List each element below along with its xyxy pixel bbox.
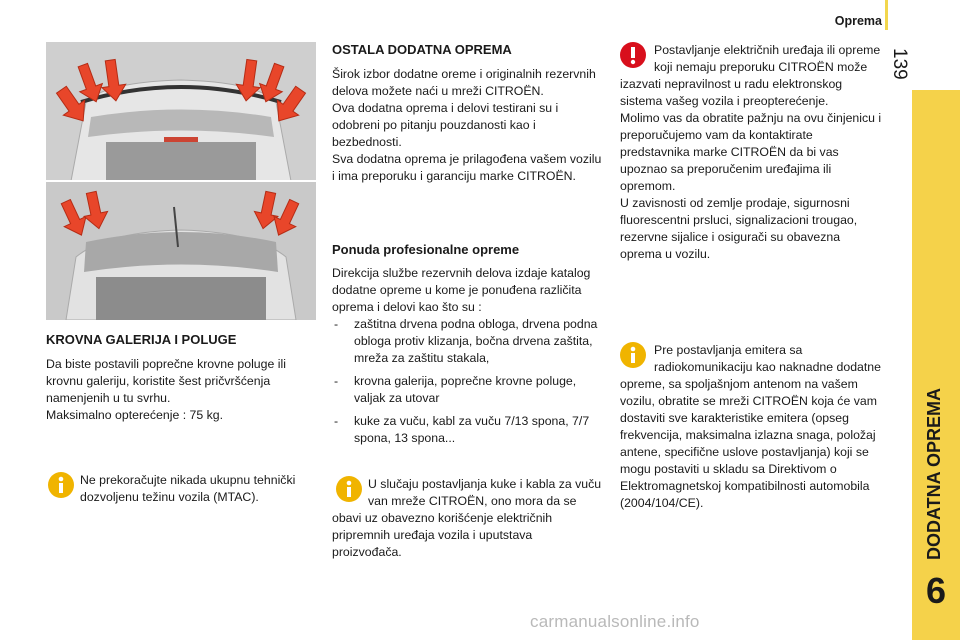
dash-mark: - [334,374,339,388]
equipment-list [332,316,604,447]
towing-note-text: U slučaju postavljanja kuke i kabla za vuču van mreže CITROËN, ono mora da se obavi uz obavezno korišćenje električnih pripremnih uređaja vozila i uputstava proizvođača. [332,477,602,559]
chapter-title: DODATNA OPREMA [924,388,944,560]
dash-mark: - [334,414,339,428]
list-item: - krovna galerija, poprečne krovne poluge, valjak za utovar [334,374,577,405]
other-equipment-p3: Sva dodatna oprema je prilagođena vašem vozilu i ima preporuku i garanciju marke CITROËN. [332,152,602,183]
chapter-tab [912,90,960,640]
other-equipment-heading: OSTALA DODATNA OPREMA [332,42,512,57]
info-icon [336,476,362,502]
header-accent-bar [885,0,888,30]
max-load-paragraph: Maksimalno opterećenje : 75 kg. [46,408,224,422]
dash-mark: - [334,317,339,331]
list-item: - kuke za vuču, kabl za vuču 7/13 spona, 7/7 spona, 13 spona... [334,414,590,445]
list-item: - zaštitna drvena podna obloga, drvena podna obloga protiv klizanja, bočna drvena zaštita, mreža za zaštitu stakala, [334,317,598,365]
page-section-title: Oprema [834,14,882,28]
professional-offer-section [332,242,604,453]
radio-emitter-note [620,342,882,512]
chapter-number: 6 [925,570,947,611]
other-equipment-p2: Ova dodatna oprema i delovi testirani su i odobreni po pitanju pouzdanosti kao i bezbednosti. [332,101,559,149]
towing-note [332,476,604,561]
warning-text-3: U zavisnosti od zemlje prodaje, sigurnosni fluorescentni prsluci, signalizacioni trougao, rezervne sijalice i osigurači su obavezna oprema u vozilu. [620,196,858,261]
other-equipment-p1: Širok izbor dodatne oreme i originalnih rezervnih delova možete naći u mreži CITROËN. [332,67,596,98]
info-icon [48,472,74,498]
professional-offer-intro: Direkcija službe rezervnih delova izdaje katalog dodatne opreme u kome je ponuđena različita oprema i delovi kao što su : [332,266,591,314]
electrical-warning [620,42,882,263]
radio-emitter-note-text: Pre postavljanja emitera sa radiokomunikaciju kao naknadne dodatne opreme, sa spoljašnjom antenom na vašem vozilu, obratite se mreži CITROËN koja će vam dostaviti sve karakteristike emitera (opseg frekvencija, maksimalna izlazna snaga, položaj antene, specifične uslove postavljanja) koji se mogu postaviti u skladu sa Direktivom o Elektromagnetskoj kompatibilnosti automobila (2004/104/CE). [620,343,881,510]
page-number: 139 [889,48,910,80]
warning-text: Postavljanje električnih uređaja ili opreme koji nemaju preporuku CITROËN može izazvati nepravilnost u radu elektronskog sistema vašeg vozila i preopterećenje. [620,43,881,108]
roof-rack-heading: KROVNA GALERIJA I POLUGE [46,332,237,347]
watermark: carmanualsonline.info [530,612,700,631]
roof-rack-section [46,332,316,424]
warning-text-2: Molimo vas da obratite pažnju na ovu činjenicu i preporučujemo vam da kontaktirate predstavnika marke CITROËN da bi vas upoznao sa preporučenim uređajima ili opremom. [620,111,882,193]
weight-note [46,472,316,506]
roof-rack-paragraph: Da biste postavili poprečne krovne poluge ili krovnu galeriju, koristite šest pričvršćenja namenjenih u tu svrhu. [46,357,286,405]
warning-icon [620,42,646,68]
roof-rack-fixing-points-image [46,42,316,320]
weight-note-text: Ne prekoračujte nikada ukupnu tehnički dozvoljenu težinu vozila (MTAC). [80,473,296,504]
info-icon [620,342,646,368]
professional-offer-heading: Ponuda profesionalne opreme [332,242,520,257]
other-equipment-section [332,42,604,185]
